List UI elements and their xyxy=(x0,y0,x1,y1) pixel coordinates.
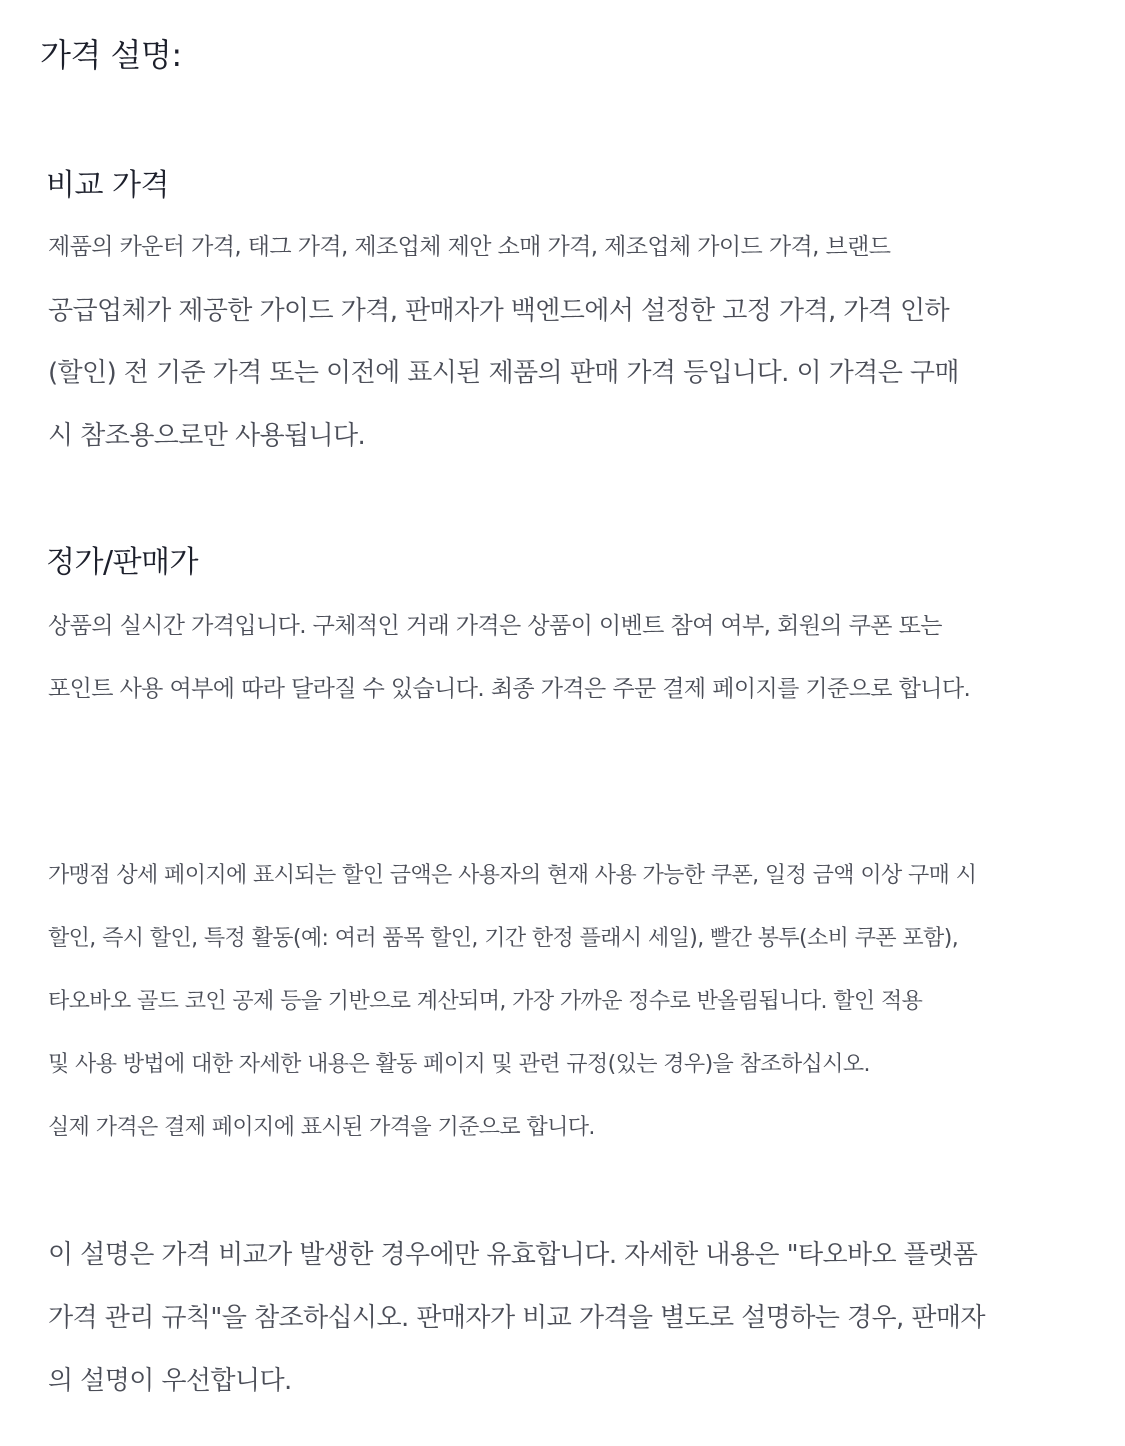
discount-line: 및 사용 방법에 대한 자세한 내용은 활동 페이지 및 관련 규정(있는 경우)을 참조하십시오. xyxy=(48,1052,870,1077)
note-line: 의 설명이 우선합니다. xyxy=(48,1366,292,1396)
comparison-price-line: 제품의 카운터 가격, 태그 가격, 제조업체 제안 소매 가격, 제조업체 가이드 가격, 브랜드 xyxy=(48,234,891,260)
list-price-heading: 정가/판매가 xyxy=(46,545,199,580)
discount-line: 실제 가격은 결제 페이지에 표시된 가격을 기준으로 합니다. xyxy=(48,1115,595,1140)
comparison-price-heading: 비교 가격 xyxy=(46,168,169,203)
discount-line: 타오바오 골드 코인 공제 등을 기반으로 계산되며, 가장 가까운 정수로 반올림됩니다. 할인 적용 xyxy=(48,989,923,1014)
discount-line: 할인, 즉시 할인, 특정 활동(예: 여러 품목 할인, 기간 한정 플래시 세일), 빨간 봉투(소비 쿠폰 포함), xyxy=(48,926,959,951)
list-price-line: 포인트 사용 여부에 따라 달라질 수 있습니다. 최종 가격은 주문 결제 페이지를 기준으로 합니다. xyxy=(48,676,971,702)
list-price-line: 상품의 실시간 가격입니다. 구체적인 거래 가격은 상품이 이벤트 참여 여부, 회원의 쿠폰 또는 xyxy=(48,613,942,639)
note-line: 이 설명은 가격 비교가 발생한 경우에만 유효합니다. 자세한 내용은 "타오바오 플랫폼 xyxy=(48,1240,978,1270)
comparison-price-line: (할인) 전 기준 가격 또는 이전에 표시된 제품의 판매 가격 등입니다. 이 가격은 구매 xyxy=(48,358,959,388)
discount-line: 가맹점 상세 페이지에 표시되는 할인 금액은 사용자의 현재 사용 가능한 쿠폰, 일정 금액 이상 구매 시 xyxy=(48,863,977,888)
note-line: 가격 관리 규칙"을 참조하십시오. 판매자가 비교 가격을 별도로 설명하는 경우, 판매자 xyxy=(48,1303,985,1333)
page-title: 가격 설명: xyxy=(40,36,182,74)
comparison-price-line: 시 참조용으로만 사용됩니다. xyxy=(48,421,366,451)
comparison-price-line: 공급업체가 제공한 가이드 가격, 판매자가 백엔드에서 설정한 고정 가격, 가격 인하 xyxy=(48,296,950,326)
